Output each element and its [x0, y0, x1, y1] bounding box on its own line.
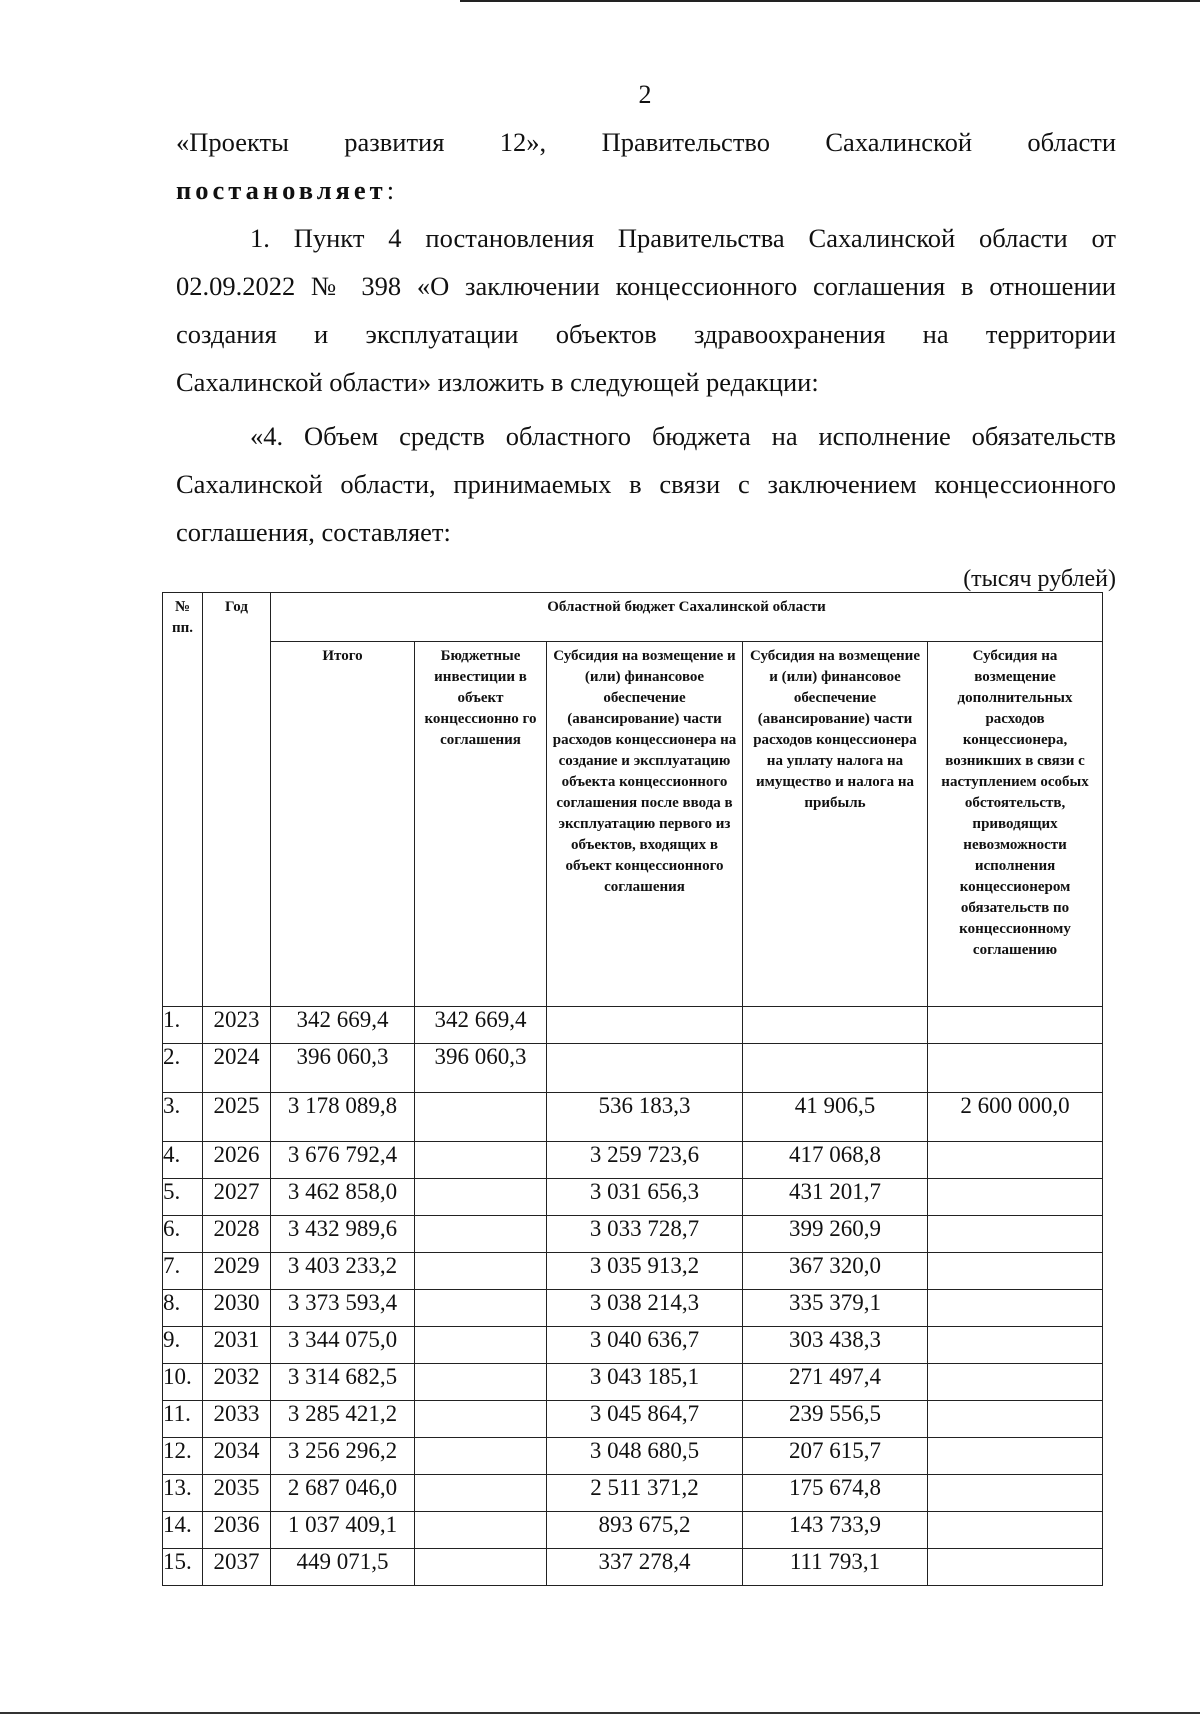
- cell-num: 9.: [163, 1327, 203, 1364]
- cell-num: 2.: [163, 1044, 203, 1093]
- paragraph-line: соглашения, составляет:: [176, 517, 451, 547]
- cell-subsidy-tax: 367 320,0: [743, 1253, 928, 1290]
- table-row: [163, 1179, 1103, 1216]
- paragraph-line: 1. Пункт 4 постановления Правительства Сахалинской области от: [250, 223, 1116, 253]
- cell-subsidy-construction: 3 031 656,3: [547, 1179, 743, 1216]
- cell-year: 2031: [203, 1327, 271, 1364]
- cell-subsidy-special: [928, 1216, 1103, 1253]
- table-row: [163, 1253, 1103, 1290]
- cell-subsidy-construction: 3 033 728,7: [547, 1216, 743, 1253]
- cell-subsidy-special: [928, 1142, 1103, 1179]
- cell-total: 3 373 593,4: [271, 1290, 415, 1327]
- cell-num: 13.: [163, 1475, 203, 1512]
- cell-subsidy-special: [928, 1549, 1103, 1586]
- cell-subsidy-construction: 3 045 864,7: [547, 1401, 743, 1438]
- cell-total: 3 256 296,2: [271, 1438, 415, 1475]
- header-subsidy-construction: Субсидия на возмещение и (или) финансовое обеспечение (авансирование) части расходов концессионера на создание и эксплуатацию объекта концессионного соглашения после ввода в эксплуатацию первого из объектов, входящих в объект концессионного соглашения: [547, 642, 743, 1007]
- cell-total: 3 178 089,8: [271, 1093, 415, 1142]
- units-label: (тысяч рублей): [963, 566, 1116, 592]
- cell-subsidy-construction: [547, 1044, 743, 1093]
- cell-subsidy-construction: 2 511 371,2: [547, 1475, 743, 1512]
- cell-investments: [415, 1290, 547, 1327]
- cell-total: 1 037 409,1: [271, 1512, 415, 1549]
- cell-investments: [415, 1179, 547, 1216]
- cell-subsidy-tax: 175 674,8: [743, 1475, 928, 1512]
- cell-year: 2037: [203, 1549, 271, 1586]
- cell-num: 12.: [163, 1438, 203, 1475]
- cell-subsidy-construction: 3 038 214,3: [547, 1290, 743, 1327]
- cell-subsidy-tax: 417 068,8: [743, 1142, 928, 1179]
- table-row: [163, 1512, 1103, 1549]
- table-row: [163, 1007, 1103, 1044]
- header-investments: Бюджетные инвестиции в объект концессионно го соглашения: [415, 642, 547, 1007]
- cell-year: 2027: [203, 1179, 271, 1216]
- table-row: [163, 1549, 1103, 1586]
- cell-num: 7.: [163, 1253, 203, 1290]
- cell-investments: [415, 1475, 547, 1512]
- cell-investments: [415, 1512, 547, 1549]
- cell-year: 2025: [203, 1093, 271, 1142]
- cell-total: 3 403 233,2: [271, 1253, 415, 1290]
- header-group: Областной бюджет Сахалинской области: [271, 593, 1103, 642]
- cell-subsidy-tax: 111 793,1: [743, 1549, 928, 1586]
- cell-subsidy-special: [928, 1401, 1103, 1438]
- cell-subsidy-special: [928, 1290, 1103, 1327]
- decree-colon: :: [386, 175, 395, 205]
- cell-total: 396 060,3: [271, 1044, 415, 1093]
- budget-table: [162, 592, 1103, 1586]
- paragraph-line: «4. Объем средств областного бюджета на исполнение обязательств: [250, 421, 1116, 451]
- header-year: Год: [203, 593, 271, 1007]
- cell-investments: [415, 1364, 547, 1401]
- table-row: [163, 1142, 1103, 1179]
- cell-subsidy-construction: 3 035 913,2: [547, 1253, 743, 1290]
- cell-total: 3 432 989,6: [271, 1216, 415, 1253]
- cell-total: 3 676 792,4: [271, 1142, 415, 1179]
- cell-total: 449 071,5: [271, 1549, 415, 1586]
- cell-subsidy-tax: [743, 1007, 928, 1044]
- cell-investments: [415, 1216, 547, 1253]
- paragraph-line: Сахалинской области, принимаемых в связи с заключением концессионного: [176, 469, 1116, 499]
- cell-subsidy-construction: 3 043 185,1: [547, 1364, 743, 1401]
- cell-subsidy-tax: 239 556,5: [743, 1401, 928, 1438]
- paragraph-intro-line: «Проекты развития 12», Правительство Сахалинской области: [176, 127, 1116, 157]
- table-row: [163, 1475, 1103, 1512]
- cell-subsidy-tax: 143 733,9: [743, 1512, 928, 1549]
- cell-year: 2030: [203, 1290, 271, 1327]
- top-edge-rule: [460, 0, 1200, 2]
- table-row: [163, 1401, 1103, 1438]
- cell-subsidy-special: [928, 1512, 1103, 1549]
- cell-total: 3 344 075,0: [271, 1327, 415, 1364]
- cell-num: 10.: [163, 1364, 203, 1401]
- cell-investments: [415, 1093, 547, 1142]
- table-row: [163, 1327, 1103, 1364]
- cell-num: 5.: [163, 1179, 203, 1216]
- paragraph-decree-line: [176, 166, 394, 214]
- table-row: [163, 1093, 1103, 1142]
- cell-subsidy-special: [928, 1327, 1103, 1364]
- cell-num: 1.: [163, 1007, 203, 1044]
- cell-num: 3.: [163, 1093, 203, 1142]
- cell-subsidy-special: [928, 1007, 1103, 1044]
- cell-subsidy-tax: 335 379,1: [743, 1290, 928, 1327]
- cell-num: 14.: [163, 1512, 203, 1549]
- cell-year: 2033: [203, 1401, 271, 1438]
- cell-subsidy-special: [928, 1179, 1103, 1216]
- cell-year: 2026: [203, 1142, 271, 1179]
- cell-subsidy-construction: 536 183,3: [547, 1093, 743, 1142]
- cell-investments: [415, 1438, 547, 1475]
- page-number: 2: [638, 80, 652, 109]
- cell-subsidy-tax: 431 201,7: [743, 1179, 928, 1216]
- table-row: [163, 1438, 1103, 1475]
- cell-year: 2029: [203, 1253, 271, 1290]
- cell-subsidy-special: [928, 1438, 1103, 1475]
- cell-num: 15.: [163, 1549, 203, 1586]
- cell-subsidy-construction: [547, 1007, 743, 1044]
- cell-investments: [415, 1401, 547, 1438]
- decree-word: постановляет: [176, 175, 387, 205]
- cell-subsidy-special: [928, 1044, 1103, 1093]
- paragraph-budget-volume: [176, 412, 1116, 556]
- cell-total: 3 462 858,0: [271, 1179, 415, 1216]
- cell-investments: [415, 1142, 547, 1179]
- cell-num: 11.: [163, 1401, 203, 1438]
- cell-total: 3 314 682,5: [271, 1364, 415, 1401]
- cell-subsidy-special: [928, 1475, 1103, 1512]
- cell-investments: 396 060,3: [415, 1044, 547, 1093]
- table-row: [163, 1364, 1103, 1401]
- cell-total: 2 687 046,0: [271, 1475, 415, 1512]
- header-num: № пп.: [163, 593, 203, 1007]
- cell-total: 3 285 421,2: [271, 1401, 415, 1438]
- cell-year: 2034: [203, 1438, 271, 1475]
- paragraph-amendment: [176, 214, 1116, 406]
- cell-year: 2032: [203, 1364, 271, 1401]
- cell-year: 2024: [203, 1044, 271, 1093]
- cell-investments: [415, 1327, 547, 1364]
- bottom-edge-rule: [0, 1712, 1200, 1714]
- table-row: [163, 1216, 1103, 1253]
- cell-subsidy-tax: 303 438,3: [743, 1327, 928, 1364]
- cell-num: 6.: [163, 1216, 203, 1253]
- cell-subsidy-construction: 3 259 723,6: [547, 1142, 743, 1179]
- cell-subsidy-tax: [743, 1044, 928, 1093]
- cell-year: 2036: [203, 1512, 271, 1549]
- cell-subsidy-construction: 893 675,2: [547, 1512, 743, 1549]
- cell-year: 2028: [203, 1216, 271, 1253]
- cell-subsidy-construction: 337 278,4: [547, 1549, 743, 1586]
- cell-subsidy-special: [928, 1364, 1103, 1401]
- cell-subsidy-special: [928, 1253, 1103, 1290]
- cell-year: 2023: [203, 1007, 271, 1044]
- header-subsidy-special: Субсидия на возмещение дополнительных расходов концессионера, возникших в связи с наступлением особых обстоятельств, приводящих невозможности исполнения концессионером обязательств по концессионному соглашению: [928, 642, 1103, 1007]
- cell-year: 2035: [203, 1475, 271, 1512]
- table-row: [163, 1290, 1103, 1327]
- header-subsidy-tax: Субсидия на возмещение и (или) финансовое обеспечение (авансирование) части расходов концессионера на уплату налога на имущество и налога на прибыль: [743, 642, 928, 1007]
- cell-subsidy-tax: 399 260,9: [743, 1216, 928, 1253]
- paragraph-line: создания и эксплуатации объектов здравоохранения на территории: [176, 319, 1116, 349]
- header-total: Итого: [271, 642, 415, 1007]
- cell-subsidy-construction: 3 040 636,7: [547, 1327, 743, 1364]
- table-row: [163, 1044, 1103, 1093]
- cell-subsidy-tax: 271 497,4: [743, 1364, 928, 1401]
- cell-investments: [415, 1549, 547, 1586]
- paragraph-line: Сахалинской области» изложить в следующей редакции:: [176, 367, 819, 397]
- cell-num: 4.: [163, 1142, 203, 1179]
- cell-num: 8.: [163, 1290, 203, 1327]
- paragraph-line: 02.09.2022 № 398 «О заключении концессионного соглашения в отношении: [176, 271, 1116, 301]
- cell-investments: 342 669,4: [415, 1007, 547, 1044]
- cell-subsidy-tax: 41 906,5: [743, 1093, 928, 1142]
- cell-subsidy-construction: 3 048 680,5: [547, 1438, 743, 1475]
- cell-subsidy-special: 2 600 000,0: [928, 1093, 1103, 1142]
- cell-total: 342 669,4: [271, 1007, 415, 1044]
- cell-subsidy-tax: 207 615,7: [743, 1438, 928, 1475]
- cell-investments: [415, 1253, 547, 1290]
